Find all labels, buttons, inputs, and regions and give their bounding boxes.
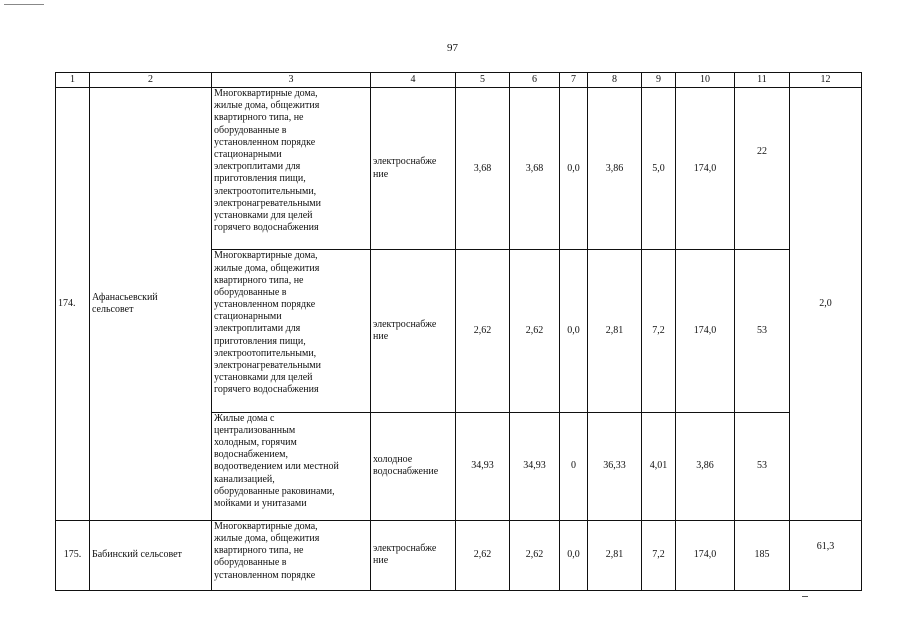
description-line: электроплитами для xyxy=(214,323,301,335)
row-number-cell: 175. xyxy=(56,520,90,590)
description-line: установленном порядке xyxy=(214,569,316,581)
description-line: жилые дома, общежития xyxy=(214,533,320,545)
description-line: Многоквартирные дома, xyxy=(214,520,318,532)
description-line: установленном порядке xyxy=(214,299,316,311)
service-type-line: ние xyxy=(373,555,389,567)
column-header: 10 xyxy=(676,73,735,88)
service-type-line: электроснабже xyxy=(373,543,437,555)
column-header: 3 xyxy=(212,73,371,88)
description-line: Многоквартирные дома, xyxy=(214,88,318,100)
value-cell: 22 xyxy=(735,88,790,250)
value-cell: 5,0 xyxy=(642,88,676,250)
value-cell: 4,01 xyxy=(642,412,676,520)
value-cell: 7,2 xyxy=(642,520,676,590)
description-line: мойками и унитазами xyxy=(214,497,307,509)
service-type-cell xyxy=(371,250,456,412)
value-cell: 0,0 xyxy=(560,250,588,412)
tariff-table xyxy=(55,72,862,591)
column-header: 4 xyxy=(371,73,456,88)
description-line: приготовления пищи, xyxy=(214,173,306,185)
column-header: 9 xyxy=(642,73,676,88)
column-header: 12 xyxy=(790,73,862,88)
housing-description-cell xyxy=(212,88,371,250)
settlement-name-line: Бабинский сельсовет xyxy=(92,549,182,561)
service-type-cell xyxy=(371,412,456,520)
description-line: канализацией, xyxy=(214,473,275,485)
description-line: холодным, горячим xyxy=(214,437,297,449)
service-type-line: холодное xyxy=(373,454,413,466)
value-cell: 0 xyxy=(560,412,588,520)
settlement-name-cell xyxy=(90,88,212,521)
housing-description-cell xyxy=(212,520,371,590)
value-cell: 53 xyxy=(735,412,790,520)
value-cell: 3,68 xyxy=(456,88,510,250)
value-cell: 34,93 xyxy=(510,412,560,520)
scan-artifact-mark xyxy=(4,4,44,5)
value-cell: 34,93 xyxy=(456,412,510,520)
description-line: электронагревательными xyxy=(214,360,321,372)
value-cell: 3,68 xyxy=(510,88,560,250)
value-cell: 2,0 xyxy=(790,88,862,521)
column-header: 7 xyxy=(560,73,588,88)
description-line: оборудованные в xyxy=(214,286,287,298)
description-line: водоотведением или местной xyxy=(214,461,339,473)
column-header: 5 xyxy=(456,73,510,88)
description-line: оборудованные раковинами, xyxy=(214,485,335,497)
settlement-name-cell xyxy=(90,520,212,590)
housing-description-cell xyxy=(212,250,371,412)
value-cell: 2,81 xyxy=(588,250,642,412)
description-line: оборудованные в xyxy=(214,124,287,136)
description-line: квартирного типа, не xyxy=(214,545,304,557)
description-line: установленном порядке xyxy=(214,136,316,148)
value-cell: 2,62 xyxy=(510,520,560,590)
description-line: оборудованные в xyxy=(214,557,287,569)
value-cell: 3,86 xyxy=(676,412,735,520)
description-line: жилые дома, общежития xyxy=(214,262,320,274)
column-header: 1 xyxy=(56,73,90,88)
table-row xyxy=(56,88,862,250)
column-header: 11 xyxy=(735,73,790,88)
description-line: стационарными xyxy=(214,148,282,160)
value-cell: 53 xyxy=(735,250,790,412)
value-cell: 3,86 xyxy=(588,88,642,250)
service-type-cell xyxy=(371,520,456,590)
description-line: установками для целей xyxy=(214,372,313,384)
service-type-line: водоснабжение xyxy=(373,466,439,478)
settlement-name-line: сельсовет xyxy=(92,303,134,315)
description-line: горячего водоснабжения xyxy=(214,222,319,234)
row-number-cell: 174. xyxy=(56,88,90,521)
column-header: 2 xyxy=(90,73,212,88)
service-type-line: ние xyxy=(373,330,389,342)
value-cell: 7,2 xyxy=(642,250,676,412)
description-line: водоснабжением, xyxy=(214,449,288,461)
page-number: 97 xyxy=(447,42,458,54)
service-type-cell xyxy=(371,88,456,250)
housing-description-cell xyxy=(212,412,371,520)
scan-artifact-mark xyxy=(802,596,808,597)
value-cell: 174,0 xyxy=(676,88,735,250)
description-line: стационарными xyxy=(214,311,282,323)
table-row xyxy=(56,520,862,590)
value-cell: 36,33 xyxy=(588,412,642,520)
description-line: квартирного типа, не xyxy=(214,112,304,124)
value-cell: 2,81 xyxy=(588,520,642,590)
value-cell: 174,0 xyxy=(676,250,735,412)
description-line: централизованным xyxy=(214,424,296,436)
description-line: жилые дома, общежития xyxy=(214,100,320,112)
description-line: Жилые дома с xyxy=(214,412,275,424)
description-line: установками для целей xyxy=(214,209,313,221)
description-line: электронагревательными xyxy=(214,197,321,209)
description-line: Многоквартирные дома, xyxy=(214,250,318,262)
service-type-line: электроснабже xyxy=(373,156,437,168)
service-type-line: ние xyxy=(373,168,389,180)
description-line: электроотопительными, xyxy=(214,347,317,359)
description-line: приготовления пищи, xyxy=(214,335,306,347)
value-cell: 174,0 xyxy=(676,520,735,590)
value-cell: 61,3 xyxy=(790,520,862,590)
description-line: электроотопительными, xyxy=(214,185,317,197)
value-cell: 2,62 xyxy=(456,520,510,590)
column-header: 8 xyxy=(588,73,642,88)
value-cell: 185 xyxy=(735,520,790,590)
value-cell: 0,0 xyxy=(560,520,588,590)
column-header: 6 xyxy=(510,73,560,88)
settlement-name-line: Афанасьевский xyxy=(92,291,158,303)
description-line: электроплитами для xyxy=(214,161,301,173)
service-type-line: электроснабже xyxy=(373,318,437,330)
description-line: квартирного типа, не xyxy=(214,274,304,286)
column-numbers-row xyxy=(56,73,862,88)
value-cell: 0,0 xyxy=(560,88,588,250)
value-cell: 2,62 xyxy=(456,250,510,412)
value-cell: 2,62 xyxy=(510,250,560,412)
description-line: горячего водоснабжения xyxy=(214,384,319,396)
